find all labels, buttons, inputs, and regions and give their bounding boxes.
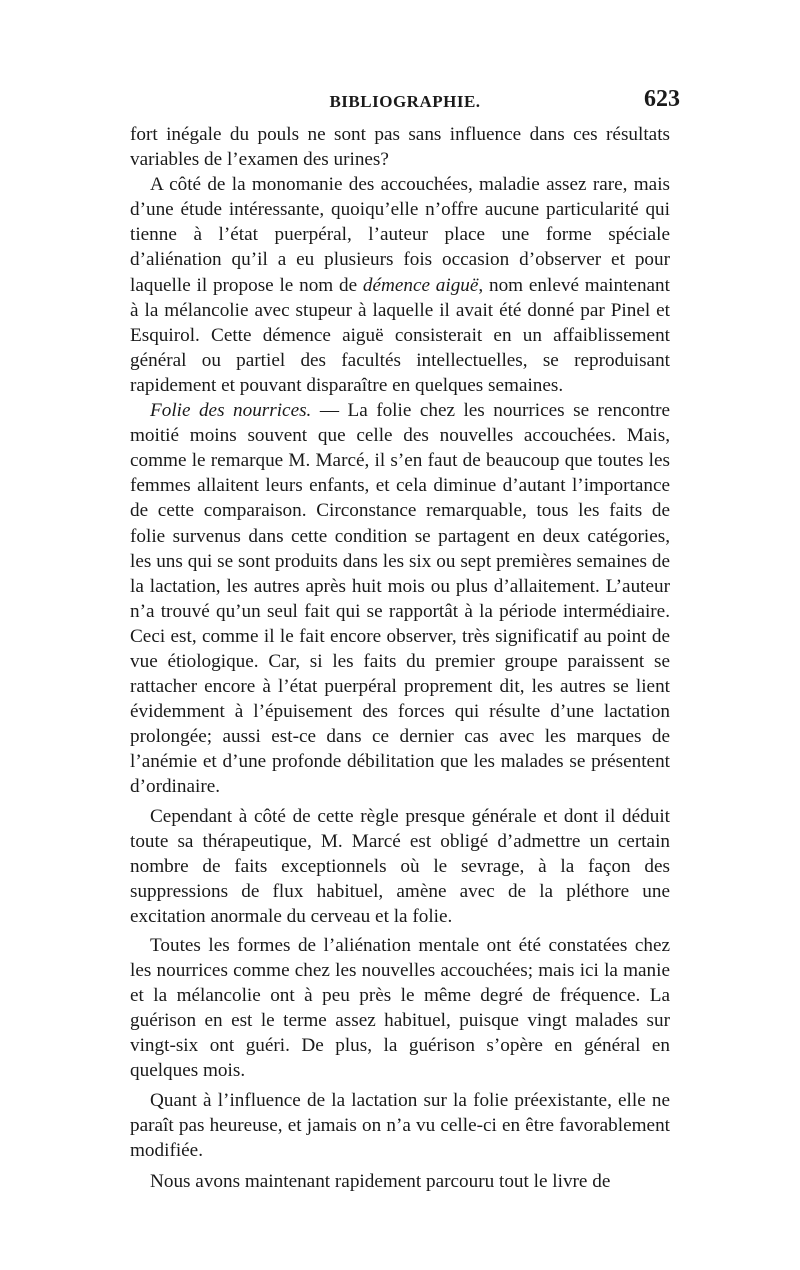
paragraph-7: Nous avons maintenant rapidement parcouru tout le livre de <box>150 1170 611 1192</box>
paragraph-3-heading: Folie des nourrices. <box>150 400 312 422</box>
paragraph-3 <box>130 398 670 800</box>
paragraph-6: Quant à l’influence de la lactation sur la folie préexistante, elle ne paraît pas heureuse, et jamais on n’a vu celle-ci en être favorablement modifiée. <box>130 1089 670 1161</box>
paragraph-1: fort inégale du pouls ne sont pas sans influence dans ces résultats variables de l’examen des urines? <box>130 124 670 171</box>
paragraph-3-text: — La folie chez les nourrices se rencontre moitié moins souvent que celle des nouvelles accouchées. Mais, comme le remarque M. Marcé, il s’en faut de beaucoup que toutes les femmes allaitent leurs enfants, et cela diminue d’autant l’importance de cette comparaison. Circonstance remarquable, tous les faits de folie survenus dans cette condition se partagent en deux catégories, les uns qui se sont produits dans les six ou sept premières semaines de la lactation, les autres après huit mois ou plus d’allaitement. L’auteur n’a trouvé qu’un seul fait qui se rapportât à la période intermédiaire. Ceci est, comme il le fait encore observer, très significatif au point de vue étiologique. Car, si les faits du premier groupe paraissent se rattacher encore à l’état puerpéral proprement dit, les autres se lient évidemment à l’épuisement des forces qui résulte d’une lactation prolongée; aussi est-ce dans ce dernier cas avec les marques de l’anémie et d’une profonde débilitation que les malades se présentent d’ordinaire. <box>130 400 670 798</box>
page-number: 623 <box>644 86 680 112</box>
paragraph-2 <box>130 172 670 398</box>
paragraph-2-text-a: A côté de la monomanie des accouchées, maladie assez rare, mais d’une étude intéressante, quoiqu’elle n’offre aucune particularité qui tienne à l’état puerpéral, l’auteur place une forme spéciale d’aliénation qu’il a eu plusieurs fois occasion d’observer et pour laquelle il propose le nom de <box>130 174 670 296</box>
running-head <box>130 86 680 120</box>
paragraph-2-emphasis: démence aiguë <box>362 274 479 296</box>
body-text <box>130 122 670 1194</box>
paragraph-4: Cependant à côté de cette règle presque générale et dont il déduit toute sa thérapeutique, M. Marcé est obligé d’admettre un certain nombre de faits exceptionnels où le sevrage, à la façon des suppressions de flux habituel, amène avec de la pléthore une excitation anormale du cerveau et la folie. <box>130 805 670 927</box>
paragraph-2-text-b: , nom enlevé maintenant à la mélancolie avec stupeur à laquelle il avait été donné par Pinel et Esquirol. Cette démence aiguë consisterait en un affaiblissement général ou partiel des facultés intellectuelles, se reproduisant rapidement et pouvant disparaître en quelques semaines. <box>130 274 670 396</box>
running-title: BIBLIOGRAPHIE. <box>329 92 481 111</box>
paragraph-5: Toutes les formes de l’aliénation mentale ont été constatées chez les nourrices comme chez les nouvelles accouchées; mais ici la manie et la mélancolie ont à peu près le même degré de fréquence. La guérison en est le terme assez habituel, puisque vingt malades sur vingt-six ont guéri. De plus, la guérison s’opère en général en quelques mois. <box>130 935 670 1082</box>
